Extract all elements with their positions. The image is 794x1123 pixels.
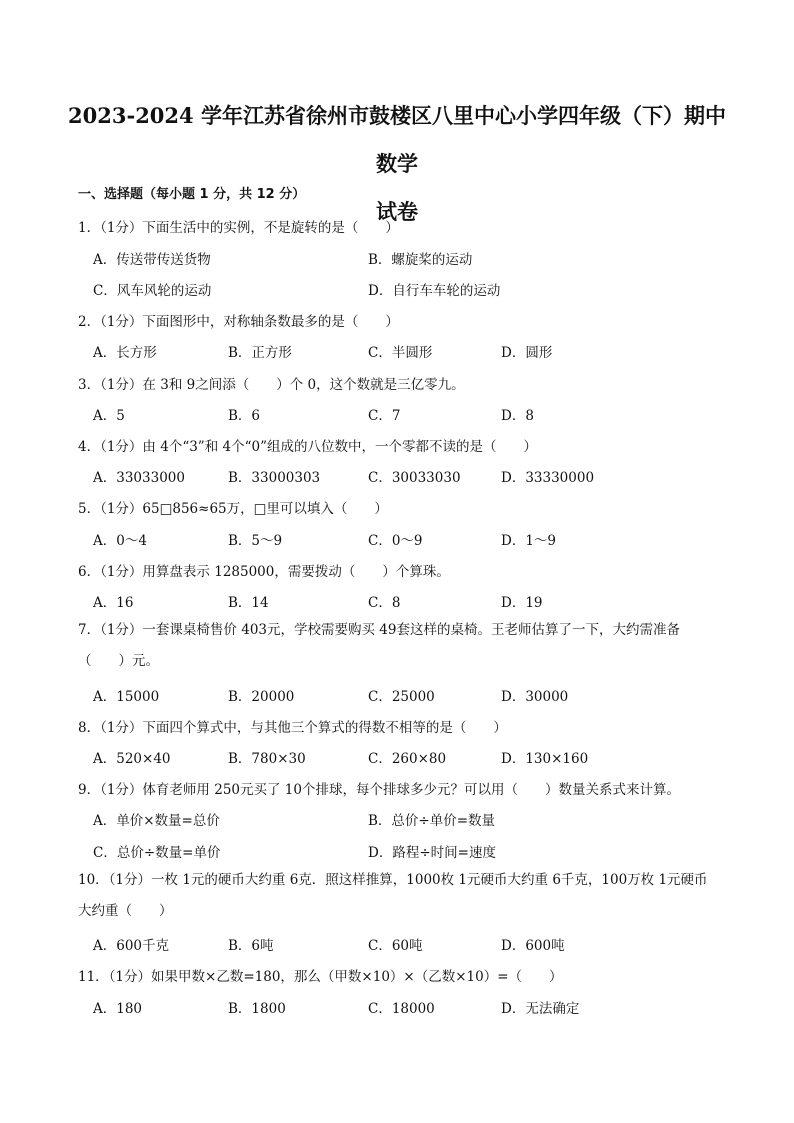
option-b: B．33000303 bbox=[228, 470, 321, 486]
option-b: B．螺旋桨的运动 bbox=[368, 252, 473, 268]
question-6 bbox=[78, 560, 728, 580]
option-a: A．520×40 bbox=[93, 751, 171, 767]
question-text: （1分）下面四个算式中，与其他三个算式的得数不相等的是（ ） bbox=[100, 720, 507, 736]
question-7 bbox=[78, 615, 718, 677]
option-a: A．传送带传送货物 bbox=[93, 252, 211, 268]
option-d: D．自行车车轮的运动 bbox=[368, 283, 501, 299]
question-number: 6． bbox=[78, 564, 101, 580]
option-a: A．180 bbox=[93, 1001, 143, 1017]
option-c: C．风车风轮的运动 bbox=[93, 283, 212, 299]
option-a: A．5 bbox=[93, 408, 125, 424]
question-number: 11． bbox=[78, 969, 109, 985]
option-b: B．正方形 bbox=[228, 345, 292, 361]
option-d: D．33330000 bbox=[501, 470, 595, 486]
option-a: A．长方形 bbox=[93, 345, 157, 361]
section-heading: 一、选择题（每小题 1 分，共 12 分） bbox=[78, 187, 306, 202]
question-number: 10． bbox=[78, 872, 109, 888]
option-c: C．8 bbox=[368, 595, 401, 611]
question-9 bbox=[78, 778, 728, 798]
question-number: 9． bbox=[78, 782, 101, 798]
question-text: （1分）用算盘表示 1285000，需要拨动（ ）个算珠。 bbox=[100, 564, 450, 580]
question-number: 1． bbox=[78, 220, 101, 236]
title-line-1: 2023-2024 学年江苏省徐州市鼓楼区八里中心小学四年级（下）期中数学 bbox=[68, 103, 726, 176]
option-b: B．6吨 bbox=[228, 938, 274, 954]
question-text: （1分）一枚 1元的硬币大约重 6克．照这样推算，1000枚 1元硬币大约重 6千克，100万枚 1元硬币大约重（ ） bbox=[78, 872, 708, 919]
option-c: C．18000 bbox=[368, 1001, 435, 1017]
question-text: （1分）下面生活中的实例，不是旋转的是（ ） bbox=[100, 220, 399, 236]
question-5 bbox=[78, 497, 728, 517]
question-number: 3． bbox=[78, 377, 101, 393]
question-number: 8． bbox=[78, 720, 101, 736]
option-a: A．33033000 bbox=[93, 470, 185, 486]
option-a: A．16 bbox=[93, 595, 134, 611]
option-d: D．8 bbox=[501, 408, 534, 424]
option-a: A．600千克 bbox=[93, 938, 170, 954]
option-c: C．25000 bbox=[368, 689, 435, 705]
option-d: D．30000 bbox=[501, 689, 569, 705]
option-a: A．15000 bbox=[93, 689, 160, 705]
option-b: B．20000 bbox=[228, 689, 295, 705]
question-number: 7． bbox=[78, 622, 101, 638]
question-text: （1分）在 3和 9之间添（ ）个 0，这个数就是三亿零九。 bbox=[100, 377, 465, 393]
option-d: D．130×160 bbox=[501, 751, 589, 767]
question-4 bbox=[78, 435, 728, 455]
option-b: B．总价÷单价=数量 bbox=[368, 813, 496, 829]
question-number: 2． bbox=[78, 314, 101, 330]
option-c: C．半圆形 bbox=[368, 345, 433, 361]
question-text: （1分）如果甲数×乙数=180，那么（甲数×10）×（乙数×10）=（ ） bbox=[108, 969, 563, 985]
question-text: （1分）下面图形中，对称轴条数最多的是（ ） bbox=[100, 314, 399, 330]
question-text: （1分）65□856≈65万，□里可以填入（ ） bbox=[100, 501, 388, 517]
option-c: C．总价÷数量=单价 bbox=[93, 845, 221, 861]
question-3 bbox=[78, 373, 728, 393]
option-a: A．单价×数量=总价 bbox=[93, 813, 220, 829]
page-title bbox=[60, 92, 734, 236]
question-10 bbox=[78, 865, 718, 927]
option-c: C．30033030 bbox=[368, 470, 461, 486]
option-b: B．6 bbox=[228, 408, 261, 424]
option-c: C．7 bbox=[368, 408, 401, 424]
option-b: B．5～9 bbox=[228, 533, 283, 549]
option-b: B．780×30 bbox=[228, 751, 306, 767]
option-b: B．1800 bbox=[228, 1001, 286, 1017]
option-a: A．0～4 bbox=[93, 533, 147, 549]
question-text: （1分）由 4个“3”和 4个“0”组成的八位数中，一个零都不读的是（ ） bbox=[100, 439, 537, 455]
question-2 bbox=[78, 310, 728, 330]
option-c: C．260×80 bbox=[368, 751, 447, 767]
option-d: D．600吨 bbox=[501, 938, 565, 954]
question-number: 4． bbox=[78, 439, 101, 455]
option-c: C．60吨 bbox=[368, 938, 423, 954]
option-d: D．19 bbox=[501, 595, 543, 611]
option-d: D．无法确定 bbox=[501, 1001, 580, 1017]
title-line-2: 试卷 bbox=[376, 199, 418, 224]
option-d: D．路程÷时间=速度 bbox=[368, 845, 496, 861]
option-d: D．圆形 bbox=[501, 345, 553, 361]
question-11 bbox=[78, 965, 728, 985]
question-8 bbox=[78, 716, 728, 736]
question-text: （1分）体育老师用 250元买了 10个排球，每个排球多少元？可以用（ ）数量关系式来计算。 bbox=[100, 782, 680, 798]
question-text: （1分）一套课桌椅售价 403元，学校需要购买 49套这样的桌椅。王老师估算了一下，大约需准备（ ）元。 bbox=[78, 622, 680, 669]
option-d: D．1～9 bbox=[501, 533, 557, 549]
question-1 bbox=[78, 216, 728, 236]
question-number: 5． bbox=[78, 501, 101, 517]
option-c: C．0～9 bbox=[368, 533, 423, 549]
option-b: B．14 bbox=[228, 595, 269, 611]
